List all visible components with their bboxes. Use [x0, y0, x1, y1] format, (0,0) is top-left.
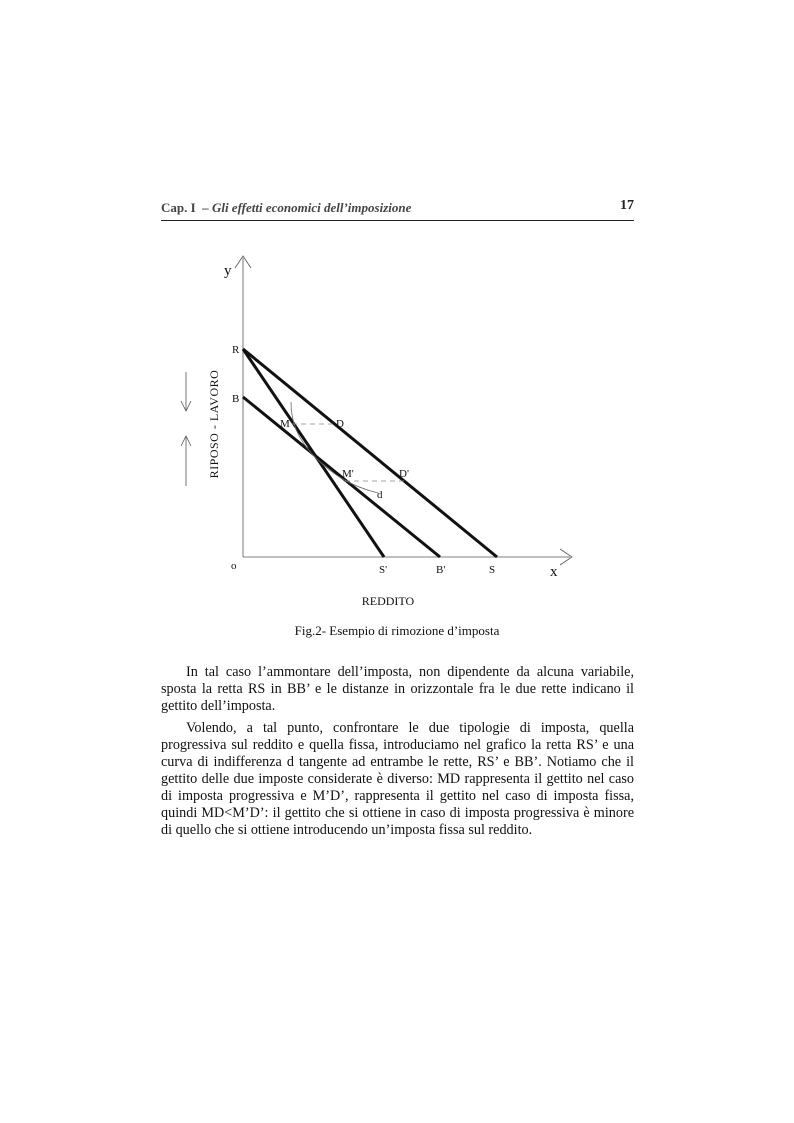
body-text: [161, 664, 634, 844]
x-label: x: [550, 564, 558, 580]
paragraph: In tal caso l’ammontare dell’imposta, non dipendente da alcuna variabile, sposta la retta RS in BB’ e le distanze in orizzontale fra le due rette indicano il gettito dell’imposta.: [161, 664, 634, 714]
chapter-title: – Gli effetti economici dell’imposizione: [202, 200, 412, 215]
page-number: 17: [620, 198, 634, 213]
horizontal-axis-label: REDDITO: [361, 594, 415, 608]
y-label: y: [224, 263, 232, 279]
point-d-label: d: [377, 489, 383, 501]
vertical-axis-label: RIPOSO - LAVORO: [207, 369, 221, 479]
point-D-prime-label: D': [399, 468, 409, 480]
figure-caption: Fig.2- Esempio di rimozione d’imposta: [294, 623, 500, 638]
paragraph: Volendo, a tal punto, confrontare le due tipologie di imposta, quella progressiva sul reddito e quella fissa, introduciamo nel grafico la retta RS’ e una curva di indifferenza d tangente ad entrambe le rette, RS’ e BB’. Notiamo che il gettito delle due imposte considerate è diverso: MD rappresenta il gettito nel caso di imposta progressiva e M’D’, rappresenta il gettito nel caso di imposta fissa, quindi MD<M’D’: il gettito che si ottiene in caso di imposta progressiva è minore di quello che si ottiene introducendo un’imposta fissa sul reddito.: [161, 720, 634, 838]
point-S-label: S: [489, 564, 496, 576]
point-R-label: R: [232, 344, 240, 356]
point-M-prime-label: M': [342, 468, 354, 480]
point-M-label: M: [280, 418, 290, 430]
point-S-prime-label: S': [379, 564, 388, 576]
origin-label: o: [231, 560, 237, 572]
point-B-label: B: [232, 393, 240, 405]
point-B-prime-label: B': [436, 564, 446, 576]
line-RS: [243, 349, 497, 557]
chapter-number: Cap. I: [161, 200, 196, 215]
point-D-label: D: [336, 418, 344, 430]
